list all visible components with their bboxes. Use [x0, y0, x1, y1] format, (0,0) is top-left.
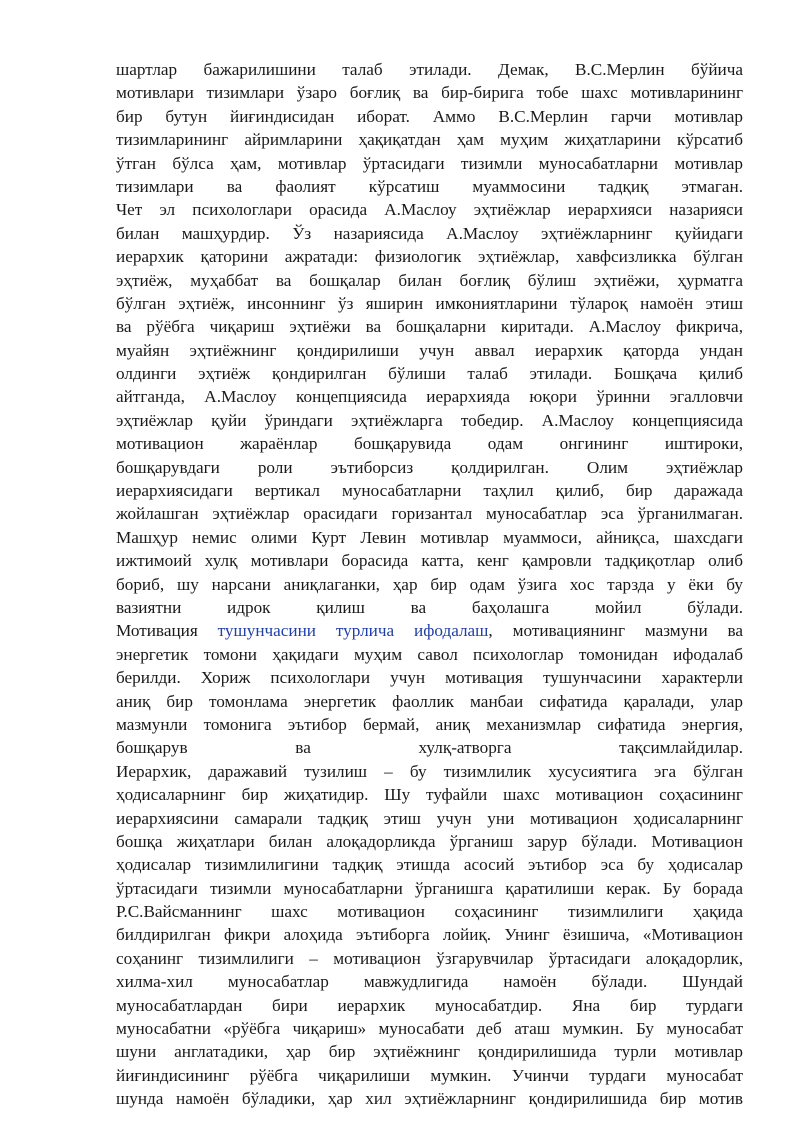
text-line: бошқарувдаги роли эътиборсиз қолдирилган. Олим эҳтиёжлар: [116, 457, 743, 477]
text-line: муносабатлардан бири иерархик муносабатдир. Яна бир турдаги: [116, 995, 743, 1015]
text-line: билдирилган фикри алоҳида эътиборга лойиқ. Унинг ёзишича, «Мотивацион: [116, 925, 743, 945]
text-line: берилди. Хориж психологлари учун мотивация тушунчасини характерли: [116, 668, 743, 688]
document-body: [116, 58, 743, 1111]
text-line: бошқарув ва хулқ-атворга тақсимлайдилар.: [116, 738, 743, 758]
text-line: соҳанинг тизимлилиги – мотивацион ўзгарувчилар ўртасидаги алоқадорлик,: [116, 948, 743, 968]
text-line: тизимлари ва фаолият кўрсатиш муаммосини тадқиқ этмаган.: [116, 176, 743, 196]
text-segment: Мотивация: [116, 621, 218, 641]
text-line: олдинги эҳтиёж қондирилган бўлиши талаб этилади. Бошқача қилиб: [116, 364, 743, 384]
text-line: ҳодисаларнинг бир жиҳатидир. Шу туфайли шахс мотивацион соҳасининг: [116, 785, 743, 805]
inline-link[interactable]: тушунчасини турлича ифодалаш: [217, 621, 489, 641]
text-line: ҳодисалар тизимлилигини тадқиқ этишда асосий эътибор эса бу ҳодисалар: [116, 855, 743, 875]
text-line: мотивлари тизимлари ўзаро боғлиқ ва бир-бирига тобе шахс мотивларининг: [116, 83, 743, 103]
text-line: ва рўёбга чиқариш эҳтиёжи ва бошқаларни киритади. А.Маслоу фикрича,: [116, 317, 743, 337]
text-line: иерархиясини самарали тадқиқ этиш учун уни мотивацион ҳодисаларнинг: [116, 808, 743, 828]
text-line: Чет эл психологлари орасида А.Маслоу эҳтиёжлар иерархияси назарияси: [116, 200, 743, 220]
text-segment: , мотивациянинг мазмуни ва: [488, 621, 744, 641]
text-line: йиғиндисининг рўёбга чиқарилиши мумкин. Учинчи турдаги муносабат: [116, 1065, 743, 1085]
text-line: шуни англатадики, ҳар бир эҳтиёжнинг қондирилишида турли мотивлар: [116, 1042, 743, 1062]
text-line: шунда намоён бўладики, ҳар хил эҳтиёжларнинг қондирилишида бир мотив: [116, 1089, 743, 1109]
text-line: бўлган эҳтиёж, инсоннинг ўз яширин имкониятларини тўлароқ намоён этиш: [116, 293, 743, 313]
text-line: бориб, шу нарсани аниқлаганки, ҳар бир одам ўзига хос тарзда у ёки бу: [116, 574, 743, 594]
text-line: тизимларининг айримларини ҳақиқатдан ҳам муҳим жиҳатларини кўрсатиб: [116, 130, 743, 150]
text-line: муносабатни «рўёбга чиқариш» муносабати деб аташ мумкин. Бу муносабат: [116, 1019, 743, 1039]
text-line: иерархиясидаги вертикал муносабатларни таҳлил қилиб, бир даражада: [116, 481, 743, 501]
text-line: иерархик қаторини ажратади: физиологик эҳтиёжлар, хавфсизликка бўлган: [116, 247, 743, 267]
text-line: мотивацион жараёнлар бошқарувида одам онгининг иштироки,: [116, 434, 743, 454]
text-line: эҳтиёж, муҳаббат ва бошқалар билан боғлиқ бўлиш эҳтиёжи, ҳурматга: [116, 270, 743, 290]
text-line: ижтимоий хулқ мотивлари борасида катта, кенг қамровли тадқиқотлар олиб: [116, 551, 743, 571]
text-line: Иерархик, даражавий тузилиш – бу тизимлилик хусусиятига эга бўлган: [116, 761, 743, 781]
text-line-with-link: [116, 619, 743, 642]
text-line: Машҳур немис олими Курт Левин мотивлар муаммоси, айниқса, шахсдаги: [116, 527, 743, 547]
text-line: муайян эҳтиёжнинг қондирилиши учун аввал иерархик қаторда ундан: [116, 340, 743, 360]
text-line: ўтган бўлса ҳам, мотивлар ўртасидаги тизимли муносабатларни мотивлар: [116, 153, 743, 173]
text-line: бошқа жиҳатлари билан алоқадорликда ўрганиш зарур бўлади. Мотивацион: [116, 831, 743, 851]
text-line: аниқ бир томонлама энергетик фаоллик манбаи сифатида қаралади, улар: [116, 691, 743, 711]
text-line: мазмунли томонига эътибор бермай, аниқ механизмлар сифатида энергия,: [116, 714, 743, 734]
text-line: хилма-хил муносабатлар мавжудлигида намоён бўлади. Шундай: [116, 972, 743, 992]
text-line: энергетик томони ҳақидаги муҳим савол психологлар томонидан ифодалаб: [116, 644, 743, 664]
text-line: шартлар бажарилишини талаб этилади. Демак, В.С.Мерлин бўйича: [116, 60, 743, 79]
text-line: вазиятни идрок қилиш ва баҳолашга мойил бўлади.: [116, 597, 743, 617]
text-line: бир бутун йиғиндисидан иборат. Аммо В.С.Мерлин гарчи мотивлар: [116, 106, 743, 126]
text-line: эҳтиёжлар қуйи ўриндаги эҳтиёжларга тобедир. А.Маслоу концепциясида: [116, 410, 743, 430]
text-line: Р.С.Вайсманнинг шахс мотивацион соҳасининг тизимлилиги ҳақида: [116, 902, 743, 922]
text-line: жойлашган эҳтиёжлар орасидаги горизантал муносабатлар эса ўрганилмаган.: [116, 504, 743, 524]
text-line: билан машҳурдир. Ўз назариясида А.Маслоу эҳтиёжларнинг қуйидаги: [116, 223, 743, 243]
text-line: ўртасидаги тизимли муносабатларни ўрганишга қаратилиши керак. Бу борада: [116, 878, 743, 898]
text-line: айтганда, А.Маслоу концепциясида иерархияда юқори ўринни эгалловчи: [116, 387, 743, 407]
